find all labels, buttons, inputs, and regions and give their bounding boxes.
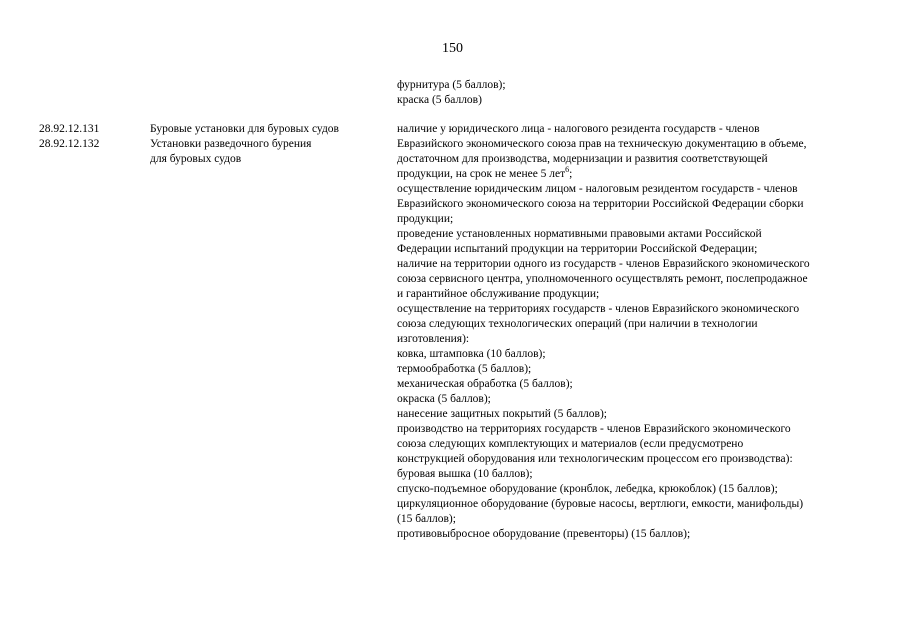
- product-code: 28.92.12.131: [39, 123, 100, 135]
- requirement-line: союза сервисного центра, уполномоченного осуществлять ремонт, послепродажное: [397, 273, 808, 285]
- requirement-line: ковка, штамповка (10 баллов);: [397, 348, 546, 360]
- requirement-line: достаточном для производства, модернизации и развития соответствующей: [397, 153, 768, 165]
- requirement-line: союза следующих технологических операций (при наличии в технологии: [397, 318, 758, 330]
- requirement-line: проведение установленных нормативными правовыми актами Российской: [397, 228, 762, 240]
- requirement-line: противовыбросное оборудование (превенторы) (15 баллов);: [397, 528, 691, 540]
- product-name: Буровые установки для буровых судов: [150, 123, 339, 135]
- requirement-line: (15 баллов);: [397, 513, 456, 525]
- requirement-line: краска (5 баллов): [397, 94, 482, 106]
- requirement-line: производство на территориях государств - членов Евразийского экономического: [397, 423, 791, 435]
- requirement-line: фурнитура (5 баллов);: [397, 79, 506, 91]
- product-code: 28.92.12.132: [39, 138, 100, 150]
- requirement-line: осуществление юридическим лицом - налоговым резидентом государств - членов: [397, 183, 798, 195]
- requirement-line: конструкцией оборудования или технологическим процессом его производства):: [397, 453, 793, 465]
- product-name: для буровых судов: [150, 153, 242, 165]
- continued-requirements: [397, 78, 506, 108]
- requirement-text: продукции, на срок не менее 5 лет: [397, 168, 566, 180]
- requirement-line: термообработка (5 баллов);: [397, 363, 532, 375]
- requirement-line: [397, 167, 872, 182]
- requirement-line: нанесение защитных покрытий (5 баллов);: [397, 408, 607, 420]
- requirement-line: и гарантийное обслуживание продукции;: [397, 288, 600, 300]
- requirement-line: изготовления):: [397, 333, 470, 345]
- requirement-line: союза следующих комплектующих и материалов (если предусмотрено: [397, 438, 744, 450]
- product-codes: [39, 122, 99, 152]
- requirement-line: продукции;: [397, 213, 454, 225]
- product-name: Установки разведочного бурения: [150, 138, 312, 150]
- requirement-line: механическая обработка (5 баллов);: [397, 378, 573, 390]
- requirement-line: наличие на территории одного из государств - членов Евразийского экономического: [397, 258, 810, 270]
- requirement-line: циркуляционное оборудование (буровые насосы, вертлюги, емкости, манифольды): [397, 498, 804, 510]
- requirement-line: окраска (5 баллов);: [397, 393, 491, 405]
- requirements-column: [397, 122, 872, 542]
- requirement-line: Евразийского экономического союза прав на техническую документацию в объеме,: [397, 138, 807, 150]
- requirement-line: Федерации испытаний продукции на территории Российской Федерации;: [397, 243, 758, 255]
- product-names: [150, 122, 339, 167]
- footnote-marker: 6: [565, 165, 570, 175]
- requirement-line: спуско-подъемное оборудование (кронблок, лебедка, крюкоблок) (15 баллов);: [397, 483, 778, 495]
- requirement-line: Евразийского экономического союза на территории Российской Федерации сборки: [397, 198, 804, 210]
- requirement-line: буровая вышка (10 баллов);: [397, 468, 533, 480]
- requirement-line: наличие у юридического лица - налогового резидента государств - членов: [397, 123, 760, 135]
- page-number: 150: [442, 41, 463, 56]
- requirement-line: осуществление на территориях государств - членов Евразийского экономического: [397, 303, 800, 315]
- requirement-punctuation: ;: [569, 168, 573, 180]
